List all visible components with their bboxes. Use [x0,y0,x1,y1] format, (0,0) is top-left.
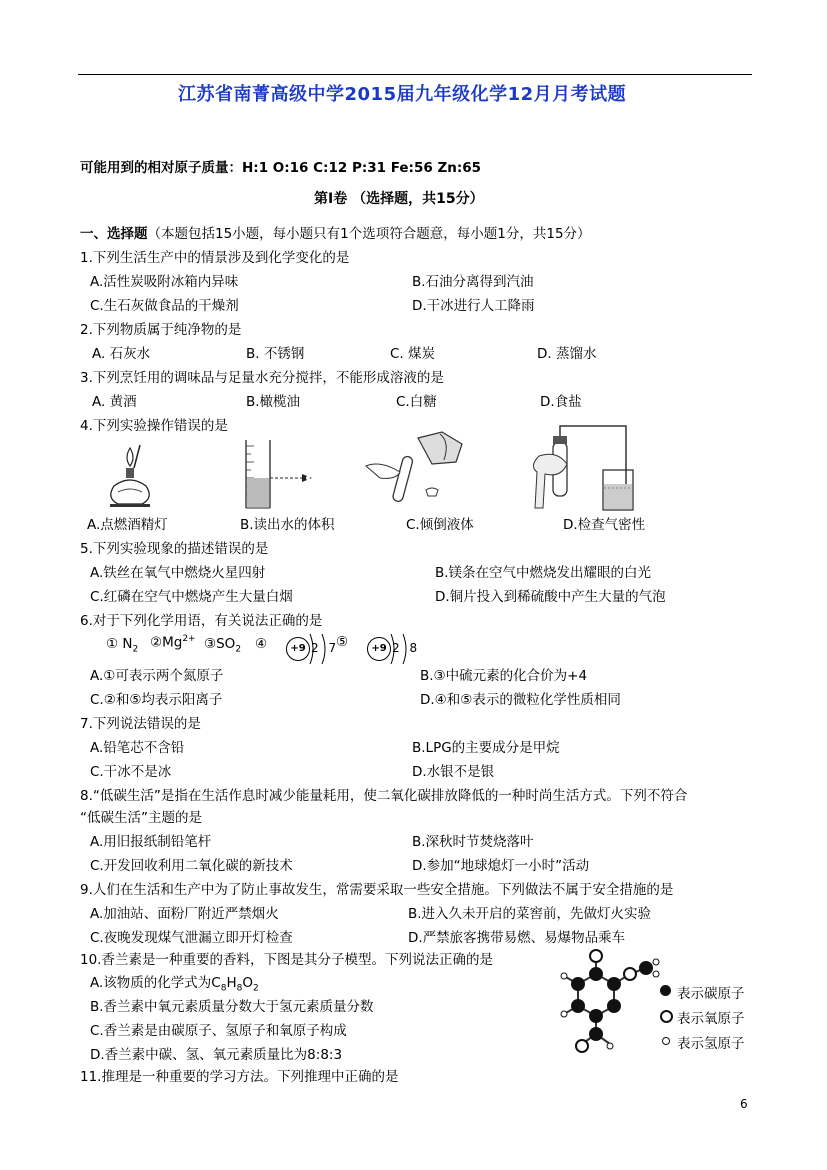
q6-item-3: $③SO_2$ [204,636,242,655]
alcohol-lamp-figure [100,440,170,510]
q1-option-a: A.活性炭吸附冰箱内异味 [90,274,239,290]
q1-stem: 1.下列生活生产中的情景涉及到化学变化的是 [80,250,350,266]
q11-stem: 11.推理是一种重要的学习方法。下列推理中正确的是 [80,1069,399,1085]
q9-option-d: D.严禁旅客携带易燃、易爆物品乘车 [408,930,626,946]
electron-counts-4: 2 7 [311,641,340,655]
airtightness-figure [515,422,635,514]
q3-option-d: D.食盐 [540,394,582,410]
q8-stem: 8.“低碳生活”是指在生活作息时减少能量耗用，使二氧化碳排放降低的一种时尚生活方式。下列不符合 [80,788,688,804]
q7-option-d: D.水银不是银 [412,764,495,780]
q6-option-d: D.④和⑤表示的微粒化学性质相同 [420,692,621,708]
q3-option-a: A. 黄酒 [92,394,137,410]
q1-option-d: D.干冰进行人工降雨 [412,298,535,314]
q5-stem: 5.下列实验现象的描述错误的是 [80,541,269,557]
q8-option-d: D.参加“地球熄灯一小时”活动 [412,858,590,874]
q6-item-2: $②Mg^{2+}$ [150,634,196,651]
q4-option-c: C.倾倒液体 [406,517,474,533]
part1-heading-line [80,222,591,242]
pouring-liquid-figure [362,428,472,512]
q10-option-b: B.香兰素中氧元素质量分数大于氢元素质量分数 [90,999,374,1015]
q8-stem-continued: “低碳生活”主题的是 [80,810,202,826]
q10-stem: 10.香兰素是一种重要的香料，下图是其分子模型。下列说法正确的是 [80,952,493,968]
q4-option-d: D.检查气密性 [563,517,646,533]
oxygen-legend-label: 表示氧原子 [677,1011,745,1027]
q8-option-a: A.用旧报纸制铅笔杆 [90,834,212,850]
q6-stem: 6.对于下列化学用语，有关说法正确的是 [80,613,323,629]
q9-option-c: C.夜晚发现煤气泄漏立即开灯检查 [90,930,293,946]
hydrogen-legend-icon [662,1037,670,1045]
q3-stem: 3.下列烹饪用的调味品与足量水充分搅拌，不能形成溶液的是 [80,370,444,386]
q6-item-5: ⑤ [336,634,349,650]
atomic-masses: 可能用到的相对原子质量：H:1 O:16 C:12 P:31 Fe:56 Zn:65 [80,160,482,176]
atom-nucleus-5: +9 [367,637,391,661]
part1-heading: 一、选择题 [80,226,148,242]
q7-stem: 7.下列说法错误的是 [80,716,201,732]
q7-option-c: C.干冰不是冰 [90,764,172,780]
q6-option-a: A.①可表示两个氮原子 [90,668,224,684]
q3-option-c: C.白糖 [396,394,437,410]
q1-option-c: C.生石灰做食品的干燥剂 [90,298,239,314]
q1-option-b: B.石油分离得到汽油 [412,274,534,290]
page-number: 6 [740,1097,748,1111]
q2-option-d: D. 蒸馏水 [537,346,597,362]
q5-option-d: D.铜片投入到稀硫酸中产生大量的气泡 [435,589,666,605]
q2-stem: 2.下列物质属于纯净物的是 [80,322,242,338]
graduated-cylinder-figure [236,436,326,512]
q10-option-d: D.香兰素中碳、氢、氧元素质量比为8:8:3 [90,1047,343,1063]
q7-option-a: A.铅笔芯不含铅 [90,740,185,756]
q2-option-a: A. 石灰水 [92,346,151,362]
q7-option-b: B.LPG的主要成分是甲烷 [412,740,560,756]
q4-stem: 4.下列实验操作错误的是 [80,418,228,434]
q10-option-a: A.该物质的化学式为$C_8H_8O_2$ [90,975,259,994]
q5-option-b: B.镁条在空气中燃烧发出耀眼的白光 [435,565,652,581]
q8-option-b: B.深秋时节焚烧落叶 [412,834,534,850]
electron-counts-5: 2 8 [392,641,421,655]
q2-option-c: C. 煤炭 [390,346,436,362]
atom-nucleus-4: +9 [286,637,310,661]
q6-item-1: ① $N_2$ [106,636,139,655]
q10-option-c: C.香兰素是由碳原子、氢原子和氧原子构成 [90,1023,347,1039]
q6-option-b: B.③中硫元素的化合价为+4 [420,668,588,684]
q4-option-b: B.读出水的体积 [240,517,335,533]
q9-option-b: B.进入久未开启的菜窖前，先做灯火实验 [408,906,652,922]
q6-option-c: C.②和⑤均表示阳离子 [90,692,223,708]
section-title: 第Ⅰ卷 （选择题，共15分） [314,191,484,207]
page-title: 江苏省南菁高级中学2015届九年级化学12月月考试题 [178,84,627,105]
q3-option-b: B.橄榄油 [246,394,301,410]
q6-item-4: ④ [255,636,268,652]
q2-option-b: B. 不锈钢 [246,346,305,362]
vanillin-molecule-model [552,944,662,1064]
q9-option-a: A.加油站、面粉厂附近严禁烟火 [90,906,279,922]
carbon-legend-icon [660,985,671,996]
header-rule [78,74,752,75]
oxygen-legend-icon [660,1010,673,1023]
carbon-legend-label: 表示碳原子 [677,986,745,1002]
q4-option-a: A.点燃酒精灯 [87,517,168,533]
q9-stem: 9.人们在生活和生产中为了防止事故发生，常需要采取一些安全措施。下列做法不属于安全措施的是 [80,882,674,898]
q5-option-a: A.铁丝在氧气中燃烧火星四射 [90,565,266,581]
q8-option-c: C.开发回收利用二氧化碳的新技术 [90,858,293,874]
part1-note: （本题包括15小题，每小题只有1个选项符合题意，每小题1分，共15分） [147,226,591,242]
hydrogen-legend-label: 表示氢原子 [677,1036,745,1052]
q5-option-c: C.红磷在空气中燃烧产生大量白烟 [90,589,293,605]
